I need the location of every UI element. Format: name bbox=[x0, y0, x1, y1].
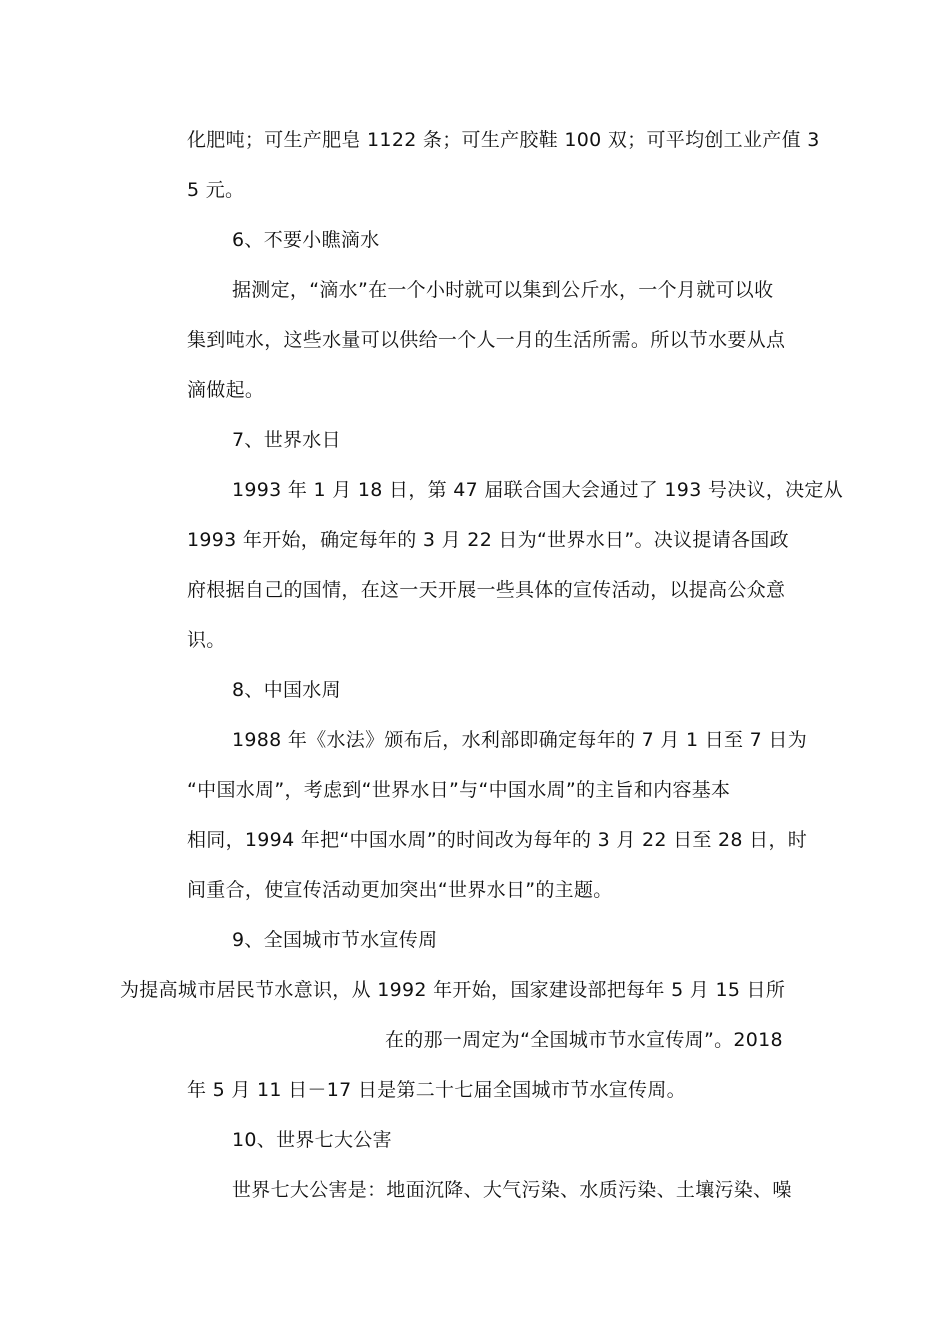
paragraph-line: 世界七大公害是：地面沉降、大气污染、水质污染、土壤污染、噪 bbox=[232, 1179, 792, 1201]
section-heading: 6、不要小瞧滴水 bbox=[232, 229, 380, 251]
paragraph-line: 为提高城市居民节水意识，从 1992 年开始，国家建设部把每年 5 月 15 日所 bbox=[120, 979, 786, 1001]
section-heading: 8、中国水周 bbox=[232, 679, 341, 701]
paragraph-line: 年 5 月 11 日－17 日是第二十七届全国城市节水宣传周。 bbox=[187, 1079, 686, 1101]
paragraph-line: 在的那一周定为“全国城市节水宣传周”。2018 bbox=[385, 1029, 783, 1051]
paragraph-line: 1993 年开始，确定每年的 3 月 22 日为“世界水日”。决议提请各国政 bbox=[187, 529, 789, 551]
paragraph-line: “中国水周”，考虑到“世界水日”与“中国水周”的主旨和内容基本 bbox=[187, 779, 731, 801]
paragraph-line: 间重合，使宣传活动更加突出“世界水日”的主题。 bbox=[187, 879, 613, 901]
paragraph-line: 1993 年 1 月 18 日，第 47 届联合国大会通过了 193 号决议，决定从 bbox=[232, 479, 844, 501]
paragraph-line: 府根据自己的国情，在这一天开展一些具体的宣传活动，以提高公众意 bbox=[187, 579, 786, 601]
paragraph-line: 相同，1994 年把“中国水周”的时间改为每年的 3 月 22 日至 28 日，时 bbox=[187, 829, 808, 851]
section-heading: 7、世界水日 bbox=[232, 429, 341, 451]
paragraph-line: 识。 bbox=[187, 629, 226, 651]
paragraph-line: 集到吨水，这些水量可以供给一个人一月的生活所需。所以节水要从点 bbox=[187, 329, 786, 351]
section-heading: 9、全国城市节水宣传周 bbox=[232, 929, 438, 951]
paragraph-line: 化肥吨；可生产肥皂 1122 条；可生产胶鞋 100 双；可平均创工业产值 3 bbox=[187, 129, 820, 151]
paragraph-line: 5 元。 bbox=[187, 179, 245, 201]
paragraph-line: 滴做起。 bbox=[187, 379, 265, 401]
paragraph-line: 1988 年《水法》颁布后，水利部即确定每年的 7 月 1 日至 7 日为 bbox=[232, 729, 807, 751]
section-heading: 10、世界七大公害 bbox=[232, 1129, 392, 1151]
paragraph-line: 据测定，“滴水”在一个小时就可以集到公斤水，一个月就可以收 bbox=[232, 279, 774, 301]
